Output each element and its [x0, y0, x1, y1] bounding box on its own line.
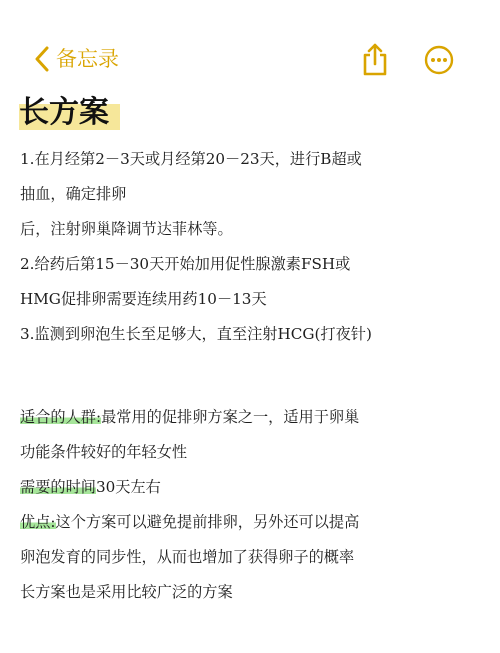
- body-line: 2.给药后第15－30天开始加用促性腺激素FSH或: [20, 255, 351, 273]
- note-title[interactable]: 长方案: [19, 95, 109, 130]
- advantage-text: 这个方案可以避免提前排卵，另外还可以提高: [55, 513, 360, 531]
- suitable-label: 适合的人群:: [20, 408, 102, 426]
- more-button[interactable]: [424, 45, 454, 75]
- body-line: 抽血，确定排卵: [20, 185, 127, 203]
- body-line: 长方案也是采用比较广泛的方案: [20, 583, 233, 601]
- share-icon: [360, 42, 390, 76]
- note-title-block: [19, 92, 109, 134]
- body-line: HMG促排卵需要连续用药10－13天: [20, 290, 267, 308]
- paragraph-gap: [20, 352, 488, 400]
- share-button[interactable]: [360, 42, 390, 76]
- body-line: 卵泡发育的同步性，从而也增加了获得卵子的概率: [20, 548, 355, 566]
- suitable-line: [20, 400, 488, 435]
- note-body[interactable]: [20, 142, 488, 610]
- body-line: 3.监测到卵泡生长至足够大，直至注射HCG(打夜针): [20, 325, 372, 343]
- time-line: [20, 470, 488, 505]
- advantage-line: [20, 505, 488, 540]
- chevron-left-icon: [34, 46, 50, 72]
- body-line: 后，注射卵巢降调节达菲林等。: [20, 220, 233, 238]
- back-label: 备忘录: [56, 47, 119, 71]
- back-button[interactable]: [34, 44, 119, 74]
- time-text: 30天左右: [95, 478, 161, 496]
- body-line: 1.在月经第2－3天或月经第20－23天，进行B超或: [20, 150, 362, 168]
- body-line: 功能条件较好的年轻女性: [20, 443, 188, 461]
- advantage-label: 优点:: [20, 513, 56, 531]
- time-label: 需要的时间: [20, 478, 96, 496]
- more-icon: [424, 45, 454, 75]
- suitable-text: 最常用的促排卵方案之一，适用于卵巢: [101, 408, 360, 426]
